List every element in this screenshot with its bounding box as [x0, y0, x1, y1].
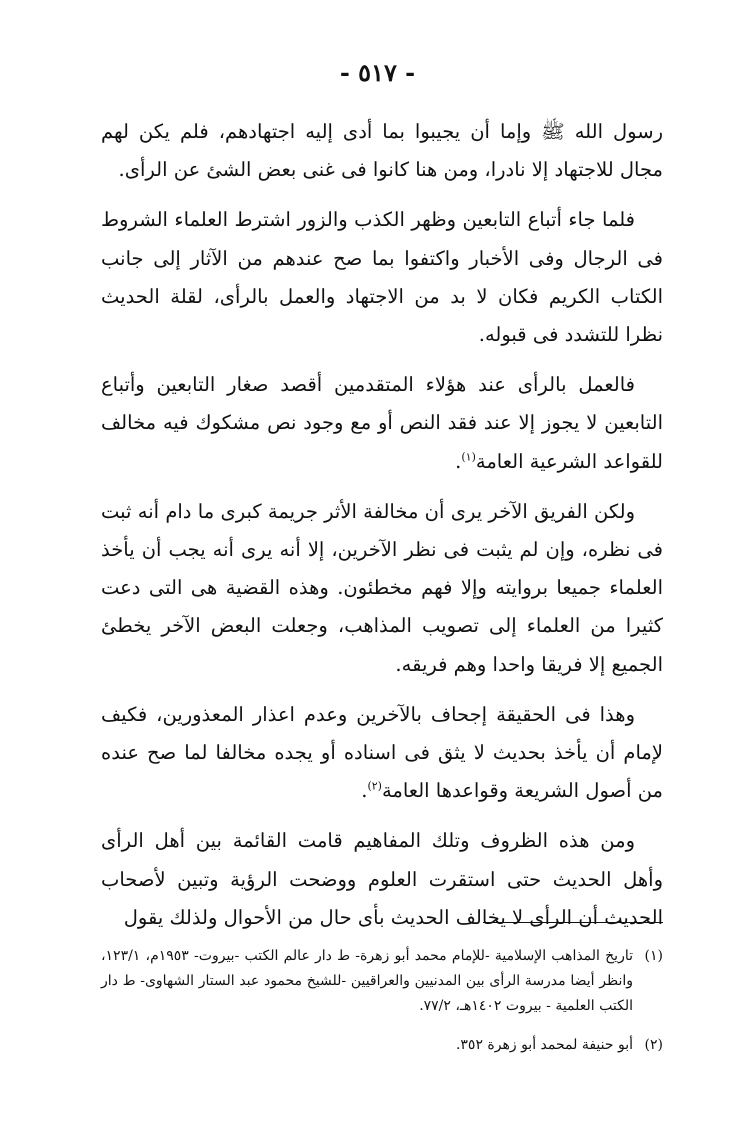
- footnote-divider: [483, 922, 663, 923]
- footnote-ref-2[interactable]: (٢): [367, 779, 382, 793]
- paragraph-3: فالعمل بالرأى عند هؤلاء المتقدمين أقصد صغار التابعين وأتباع التابعين لا يجوز إلا عند فقد النص أو مع وجود نص مشكوك فيه مخالف للقواعد الشرعية العامة$^{(١)}$.: [101, 373, 663, 473]
- footnotes: [101, 944, 663, 1072]
- footnote-text: أبو حنيفة لمحمد أبو زهرة ٣٥٢.: [455, 1037, 633, 1053]
- page-number: - ٥١٧ -: [339, 58, 416, 87]
- paragraph-5-text: وهذا فى الحقيقة إجحاف بالآخرين وعدم اعذار المعذورين، فكيف لإمام أن يأخذ بحديث لا يثق فى اسناده أو يجده مخالفا لما صح عنده من أصول الشريعة وقواعدها العامة: [101, 702, 663, 803]
- footnote-number: (٢): [644, 1037, 663, 1053]
- paragraph-5: وهذا فى الحقيقة إجحاف بالآخرين وعدم اعذار المعذورين، فكيف لإمام أن يأخذ بحديث لا يثق فى اسناده أو يجده مخالفا لما صح عنده من أصول الشريعة وقواعدها العامة$^{(٢)}$.: [101, 702, 663, 803]
- paragraph-1: رسول الله ﷺ وإما أن يجيبوا بما أدى إليه اجتهادهم، فلم يكن لهم مجال للاجتهاد إلا نادرا، ومن هنا كانوا فى غنى بعض الشئ عن الرأى.: [101, 120, 663, 182]
- main-text: [101, 113, 663, 937]
- paragraph-2: فلما جاء أتباع التابعين وظهر الكذب والزور اشترط العلماء الشروط فى الرجال وفى الأخبار واكتفوا بما صح عندهم من الآثار إلى جانب الكتاب الكريم فكان لا بد من الاجتهاد والعمل بالرأى، لقلة الحديث نظرا للتشدد فى قبوله.: [101, 208, 663, 347]
- paragraph-6: ومن هذه الظروف وتلك المفاهيم قامت القائمة بين أهل الرأى وأهل الحديث حتى استقرت العلوم ووضحت الرؤية وتبين لأصحاب الحديث أن الرأى لا يخالف الحديث بأى حال من الأحوال ولذلك يقول: [101, 829, 663, 929]
- footnote-1: [101, 944, 663, 1019]
- paragraph-4: ولكن الفريق الآخر يرى أن مخالفة الأثر جريمة كبرى ما دام أنه ثبت فى نظره، وإن لم يثبت فى نظر الآخرين، إلا أنه يرى أنه يجب أن يأخذ العلماء جميعا بروايته وإلا فهم مخطئون. وهذه القضية هى التى دعت كثيرا من العلماء إلى تصويب المذاهب، وجعلت البعض الآخر يخطئ الجميع إلا فريقا واحدا وهم فريقه.: [101, 499, 663, 676]
- footnote-2: [101, 1033, 663, 1058]
- footnote-text: تاريخ المذاهب الإسلامية -للإمام محمد أبو زهرة- ط دار عالم الكتب -بيروت- ١٩٥٣م، ١٢٣/١، وانظر أيضا مدرسة الرأى بين المدنيين والعراقيين -للشيخ محمود عبد الستار الشهاوى- ط دار الكتب العلمية - بيروت ١٤٠٢هـ، ٧٧/٢.: [101, 948, 634, 1014]
- footnote-number: (١): [644, 948, 663, 964]
- footnote-ref-1[interactable]: (١): [461, 450, 476, 464]
- paragraph-3-text: فالعمل بالرأى عند هؤلاء المتقدمين أقصد صغار التابعين وأتباع التابعين لا يجوز إلا عند فقد النص أو مع وجود نص مشكوك فيه مخالف للقواعد الشرعية العامة: [101, 373, 663, 473]
